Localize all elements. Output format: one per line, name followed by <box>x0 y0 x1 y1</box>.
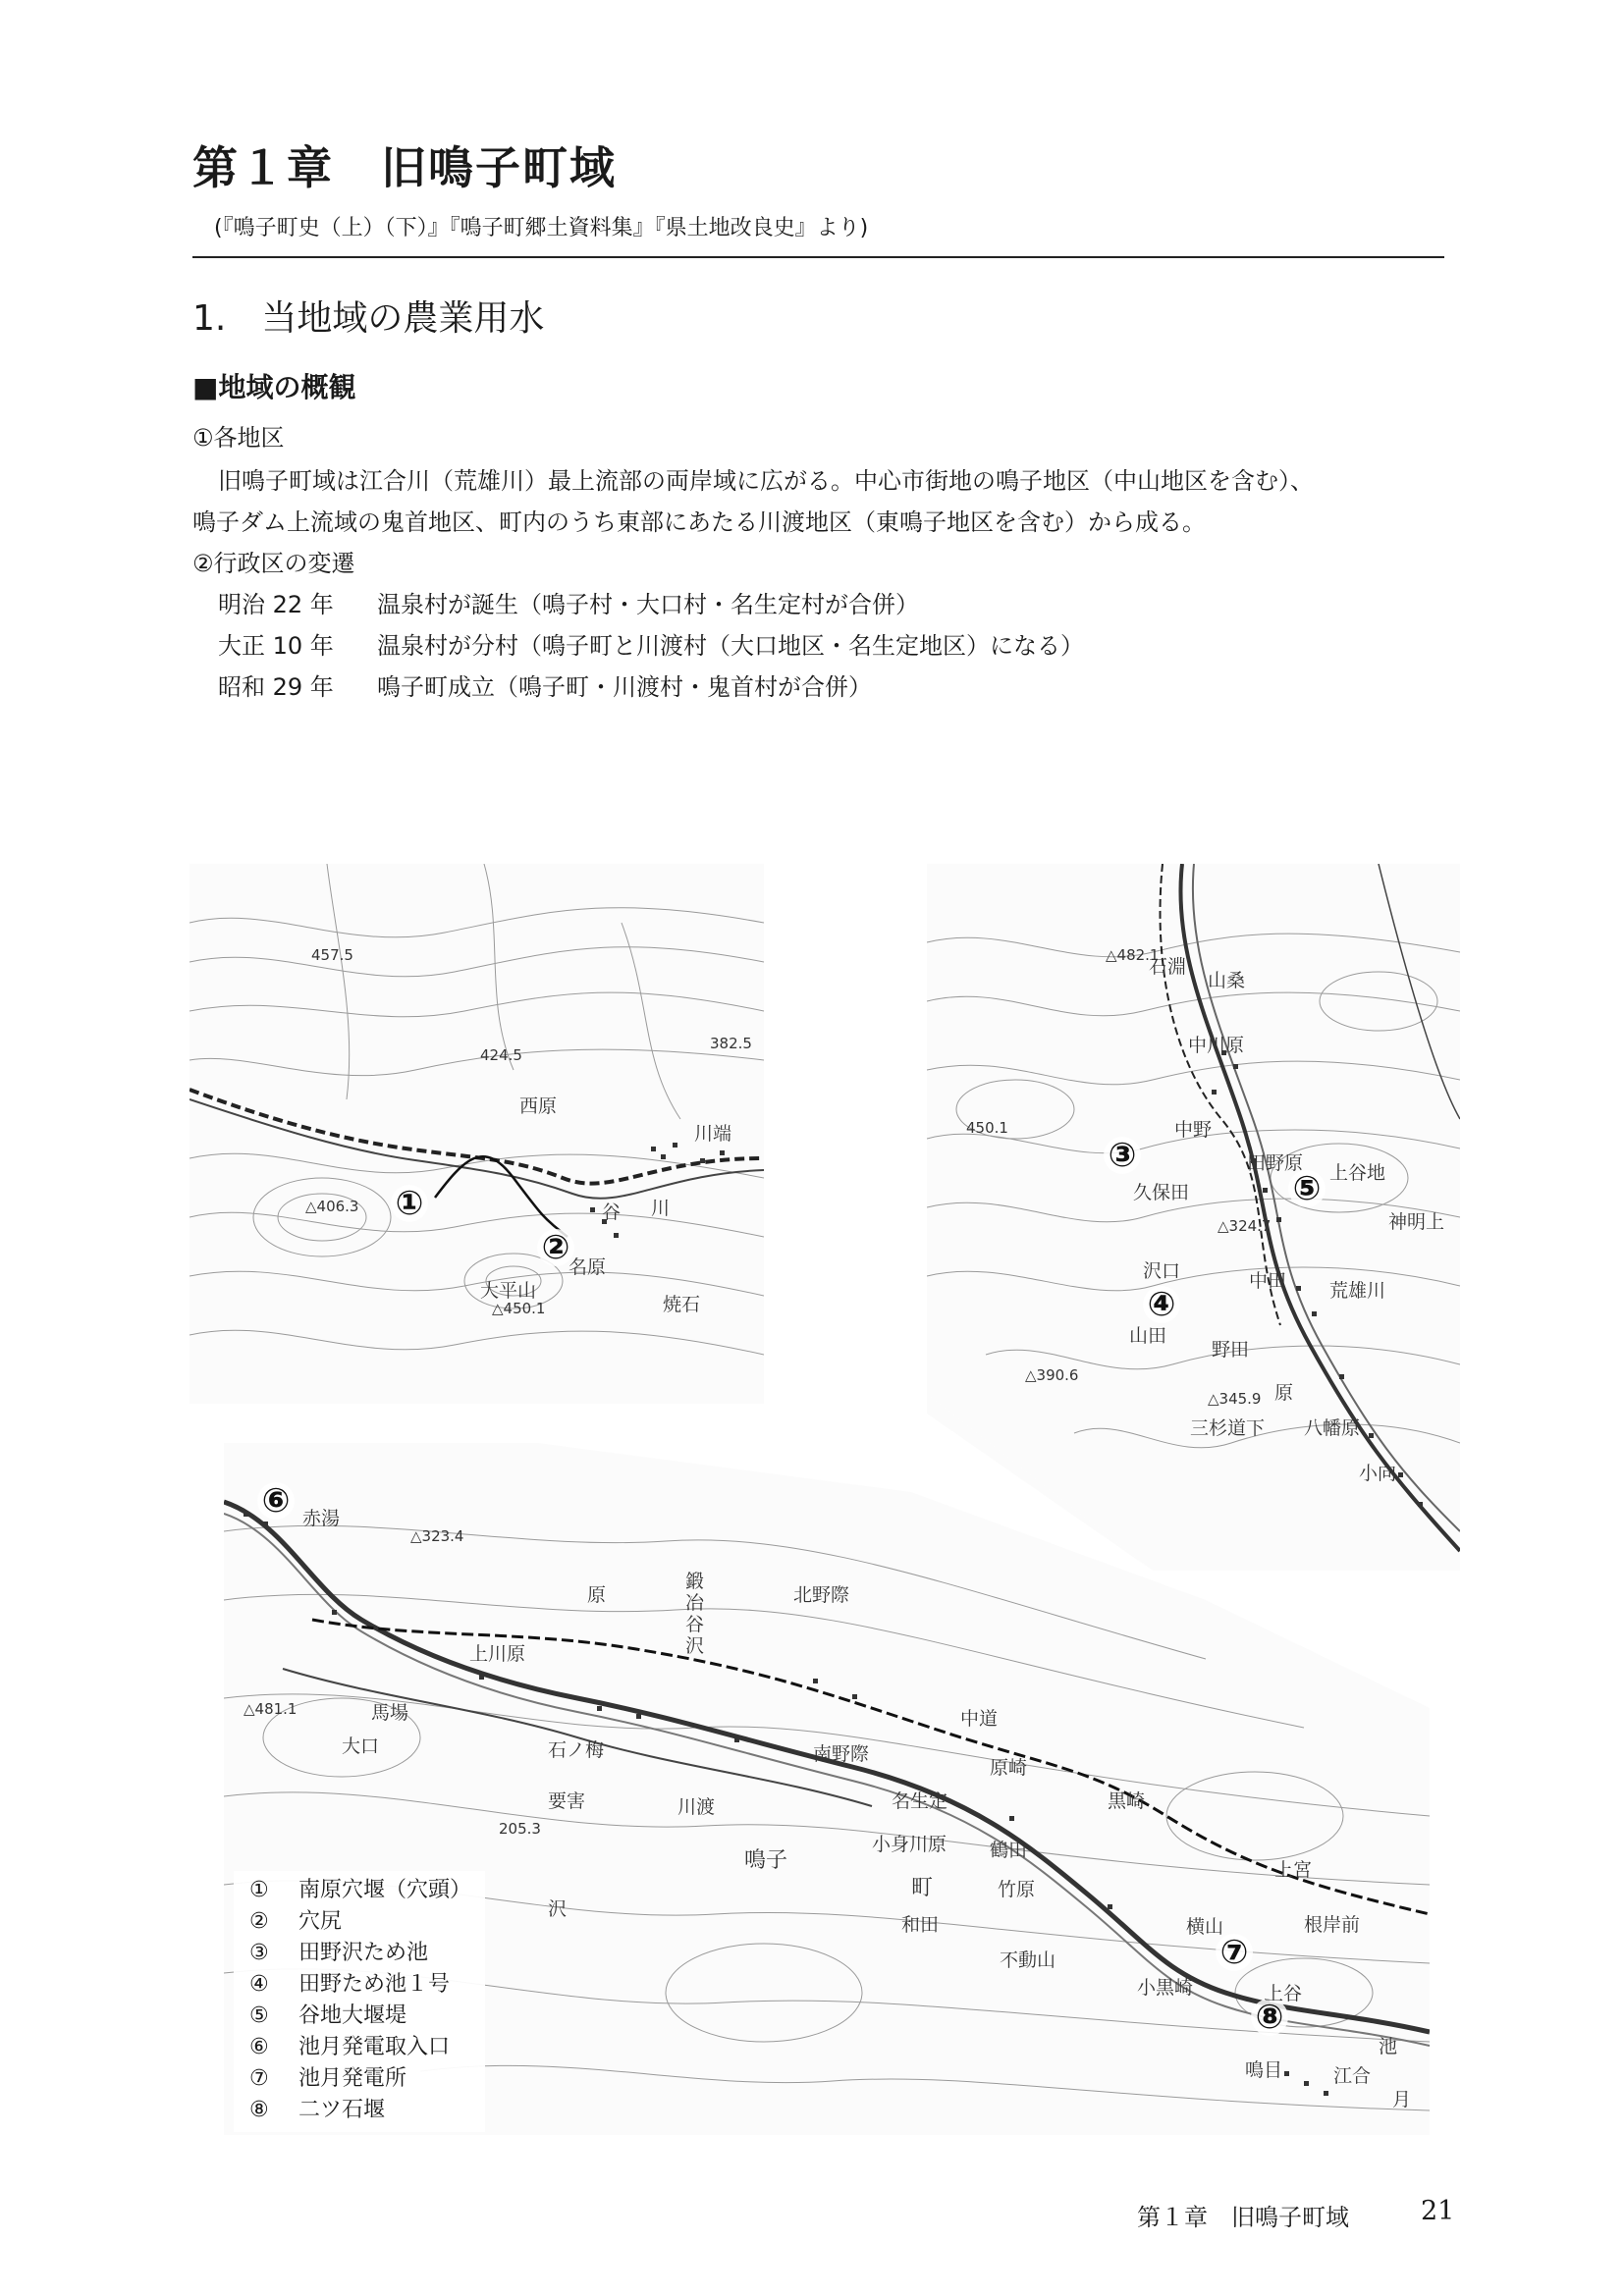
place-label: 沢 <box>548 1898 568 1920</box>
legend-number: ⑧ <box>249 2098 269 2122</box>
legend-label: 穴尻 <box>298 1909 343 1934</box>
elevation-label: △345.9 <box>1208 1390 1262 1408</box>
legend-label: 田野沢ため池 <box>298 1941 429 1965</box>
page-number: 21 <box>1421 2196 1455 2226</box>
place-label: 谷 <box>602 1201 622 1223</box>
elevation-label: △450.1 <box>492 1300 546 1317</box>
legend-item <box>242 1969 477 2001</box>
place-label: 上川原 <box>469 1643 526 1665</box>
marker-3: ③ <box>1104 1137 1141 1174</box>
marker-8: ⑧ <box>1251 1999 1288 2036</box>
legend-item <box>242 2032 477 2063</box>
subheading-overview: ■地域の概観 <box>192 371 356 403</box>
place-label: 原 <box>587 1584 607 1606</box>
place-label: 三杉道下 <box>1190 1417 1266 1439</box>
elevation-label: △481.1 <box>244 1700 298 1718</box>
elevation-label: 457.5 <box>311 946 353 964</box>
place-label: 黒崎 <box>1108 1790 1146 1812</box>
source-citation: (『鳴子町史（上）（下）』『鳴子町郷土資料集』『県土地改良史』より) <box>214 216 869 240</box>
place-label: 鶴田 <box>990 1840 1028 1861</box>
history-row <box>218 631 1084 661</box>
place-label: 原崎 <box>990 1757 1028 1779</box>
place-label: 久保田 <box>1133 1182 1190 1203</box>
section-title: 1. 当地域の農業用水 <box>192 298 545 339</box>
place-label: 竹原 <box>998 1879 1036 1900</box>
elevation-label: △324.7 <box>1218 1217 1272 1235</box>
place-label: 赤湯 <box>302 1508 341 1529</box>
place-label: 名原 <box>568 1256 607 1278</box>
place-label: 不動山 <box>1000 1949 1056 1971</box>
marker-5: ⑤ <box>1288 1170 1326 1207</box>
map-1-drawing <box>189 864 764 1404</box>
place-label: 江合 <box>1333 2065 1372 2087</box>
elevation-label: 382.5 <box>710 1035 752 1052</box>
place-label: 中田 <box>1249 1270 1287 1292</box>
marker-2: ② <box>537 1229 574 1266</box>
elevation-label: 205.3 <box>499 1820 541 1838</box>
place-label: 石淵 <box>1149 956 1187 978</box>
legend-item <box>242 1938 477 1969</box>
legend-label: 田野ため池１号 <box>298 1972 451 1997</box>
legend-item <box>242 2063 477 2095</box>
place-label: 大平山 <box>480 1280 537 1302</box>
place-label: 馬場 <box>371 1702 409 1724</box>
place-label: 原 <box>1274 1382 1294 1404</box>
elevation-label: △482.1 <box>1106 946 1160 964</box>
elevation-label: △323.4 <box>410 1527 464 1545</box>
elevation-label: △406.3 <box>305 1198 359 1215</box>
legend-label: 谷地大堰堤 <box>298 2003 407 2028</box>
legend-number: ① <box>249 1878 269 1902</box>
history-text: 温泉村が分村（鳴子町と川渡村（大口地区・名生定地区）になる） <box>377 632 1084 660</box>
history-year: 明治 22 年 <box>218 591 334 618</box>
place-label: 八幡原 <box>1304 1417 1361 1439</box>
place-label: 上宮 <box>1274 1859 1313 1881</box>
legend-item <box>242 1906 477 1938</box>
place-label: 鳴子 <box>744 1848 788 1873</box>
legend-number: ③ <box>249 1941 269 1965</box>
history-row <box>218 672 872 702</box>
place-label: 上谷地 <box>1329 1162 1386 1184</box>
elevation-label: 450.1 <box>966 1119 1008 1137</box>
legend-label: 南原穴堰（穴頭） <box>298 1878 472 1902</box>
place-label: 中川原 <box>1188 1035 1245 1056</box>
place-label: 山桑 <box>1208 970 1246 991</box>
place-label: 南野際 <box>813 1743 870 1765</box>
legend-number: ⑥ <box>249 2035 269 2059</box>
marker-1: ① <box>391 1185 428 1222</box>
chapter-title: 第１章 旧鳴子町域 <box>192 141 617 194</box>
topographic-map-1 <box>189 864 764 1404</box>
legend-number: ⑤ <box>249 2003 269 2028</box>
place-label: 中野 <box>1174 1119 1213 1141</box>
place-label: 西原 <box>519 1095 558 1117</box>
legend-item <box>242 2095 477 2126</box>
place-label: 田野原 <box>1247 1152 1304 1174</box>
history-year: 大正 10 年 <box>218 632 334 660</box>
history-text: 温泉村が誕生（鳴子村・大口村・名生定村が合併） <box>377 591 919 618</box>
place-label: 神明上 <box>1388 1211 1445 1233</box>
place-label: 石ノ梅 <box>548 1739 605 1761</box>
item1-heading: ①各地区 <box>192 424 285 452</box>
place-label: 大口 <box>342 1735 380 1757</box>
place-label: 小身川原 <box>872 1834 947 1855</box>
place-label: 山田 <box>1129 1325 1167 1347</box>
item2-heading: ②行政区の変遷 <box>192 550 355 577</box>
legend-label: 二ツ石堰 <box>298 2098 386 2122</box>
item1-line-2: 鳴子ダム上流域の鬼首地区、町内のうち東部にあたる川渡地区（東鳴子地区を含む）から成る。 <box>192 508 1206 536</box>
legend-item <box>242 2001 477 2032</box>
place-label: 月 <box>1392 2089 1412 2110</box>
legend-number: ④ <box>249 1972 269 1997</box>
place-label: 川渡 <box>677 1796 716 1818</box>
header-rule <box>192 256 1444 258</box>
place-label: 和田 <box>901 1914 940 1936</box>
place-label: 鳴目 <box>1245 2059 1283 2081</box>
history-year: 昭和 29 年 <box>218 673 334 701</box>
place-label: 名生定 <box>892 1790 948 1812</box>
legend-number: ⑦ <box>249 2066 269 2091</box>
place-label: 鍛冶谷沢 <box>685 1571 705 1657</box>
place-label: 北野際 <box>793 1584 850 1606</box>
legend-label: 池月発電取入口 <box>298 2035 451 2059</box>
place-label: 小向 <box>1359 1463 1397 1484</box>
place-label: 池 <box>1379 2036 1398 2057</box>
marker-7: ⑦ <box>1216 1934 1253 1971</box>
marker-4: ④ <box>1143 1286 1180 1323</box>
legend-label: 池月発電所 <box>298 2066 407 2091</box>
place-label: 野田 <box>1212 1339 1250 1361</box>
place-label: 川 <box>651 1198 671 1219</box>
place-label: 荒雄川 <box>1329 1280 1386 1302</box>
place-label: 中道 <box>960 1708 999 1730</box>
history-row <box>218 590 919 619</box>
item1-line-1: 旧鳴子町域は江合川（荒雄川）最上流部の両岸域に広がる。中心市街地の鳴子地区（中山地区を含む）、 <box>218 467 1314 495</box>
legend-number: ② <box>249 1909 269 1934</box>
place-label: 小黒崎 <box>1137 1977 1194 1999</box>
place-label: 町 <box>911 1876 934 1900</box>
place-label: 根岸前 <box>1304 1914 1361 1936</box>
elevation-label: 424.5 <box>480 1046 522 1064</box>
marker-6: ⑥ <box>257 1482 295 1520</box>
place-label: 沢口 <box>1143 1260 1181 1282</box>
place-label: 川端 <box>694 1123 732 1145</box>
elevation-label: △390.6 <box>1025 1366 1079 1384</box>
place-label: 焼石 <box>663 1294 701 1315</box>
history-text: 鳴子町成立（鳴子町・川渡村・鬼首村が合併） <box>377 673 872 701</box>
footer-chapter-title: 第１章 旧鳴子町域 <box>1137 2204 1349 2231</box>
place-label: 上谷 <box>1265 1983 1303 2004</box>
legend-item <box>242 1875 477 1906</box>
map-legend <box>234 1871 485 2132</box>
place-label: 横山 <box>1186 1916 1224 1938</box>
place-label: 要害 <box>548 1790 586 1812</box>
